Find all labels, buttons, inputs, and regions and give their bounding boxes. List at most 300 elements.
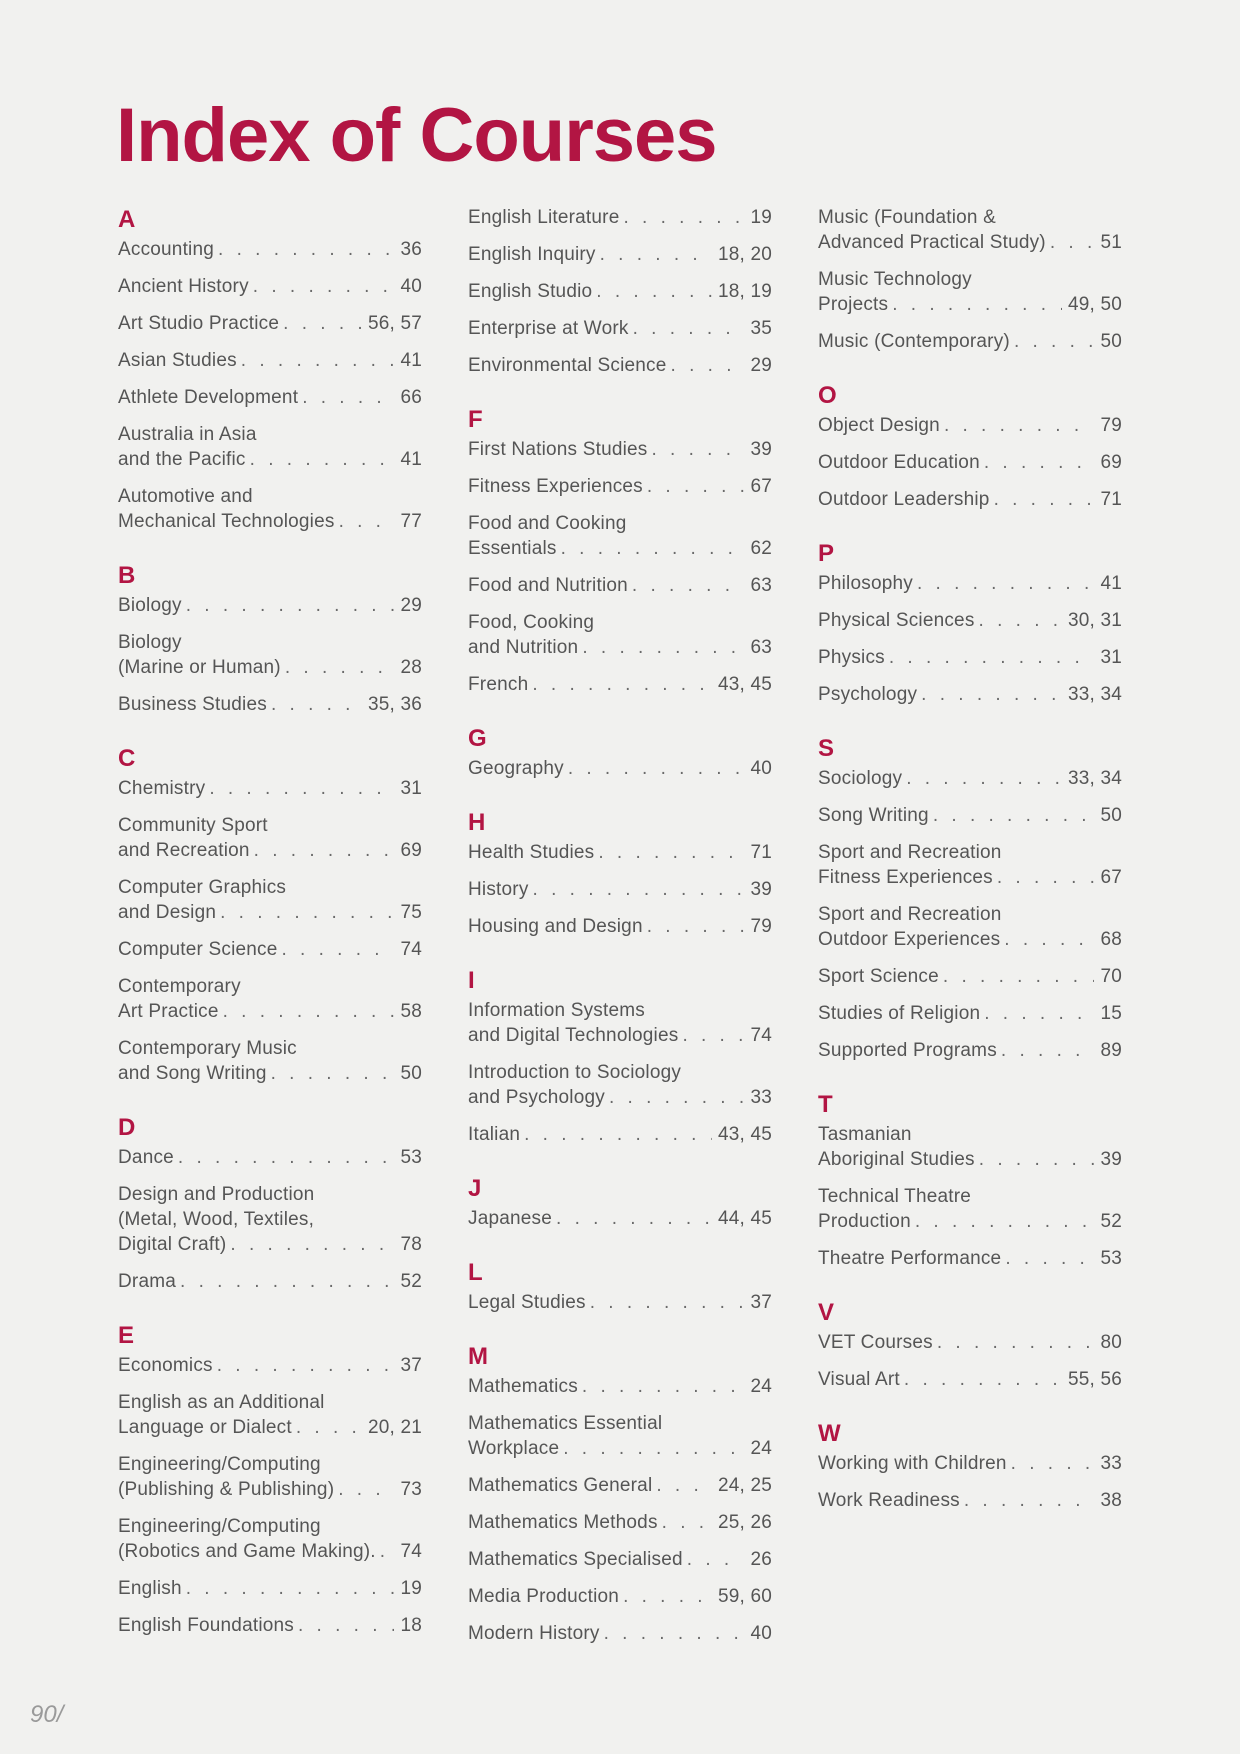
dot-leader bbox=[647, 474, 745, 499]
index-entry bbox=[818, 413, 1122, 438]
entry-line bbox=[818, 1001, 1122, 1026]
page-reference: 50 bbox=[400, 1063, 422, 1084]
entry-line bbox=[818, 329, 1122, 354]
entry-line bbox=[468, 316, 772, 341]
course-name: Food and Cooking bbox=[468, 513, 627, 534]
dot-leader bbox=[186, 1576, 395, 1601]
dot-leader bbox=[230, 1232, 394, 1257]
index-entry bbox=[118, 937, 422, 962]
entry-line bbox=[118, 1182, 422, 1207]
page-reference: 80 bbox=[1100, 1332, 1122, 1353]
course-name: Aboriginal Studies bbox=[818, 1149, 975, 1170]
dot-leader bbox=[223, 999, 395, 1024]
entry-line bbox=[468, 672, 772, 697]
page-reference: 50 bbox=[1100, 331, 1122, 352]
course-name: and Design bbox=[118, 902, 217, 923]
entry-line bbox=[468, 1621, 772, 1646]
course-name: History bbox=[468, 879, 529, 900]
index-entry bbox=[118, 1390, 422, 1440]
course-name: Sociology bbox=[818, 768, 903, 789]
index-entry bbox=[818, 682, 1122, 707]
course-name: and Recreation bbox=[118, 840, 250, 861]
course-name: Mechanical Technologies bbox=[118, 511, 335, 532]
entry-line bbox=[118, 385, 422, 410]
course-name: Computer Graphics bbox=[118, 877, 287, 898]
page-reference: 73 bbox=[400, 1479, 422, 1500]
course-name: Visual Art bbox=[818, 1369, 900, 1390]
index-entry bbox=[118, 813, 422, 863]
index-entry bbox=[468, 573, 772, 598]
entry-line bbox=[818, 840, 1122, 865]
entry-line bbox=[468, 914, 772, 939]
course-name: Environmental Science bbox=[468, 355, 667, 376]
page-number: 90/ bbox=[30, 1701, 64, 1728]
entry-line bbox=[818, 1038, 1122, 1063]
index-entry bbox=[468, 1411, 772, 1461]
entry-line bbox=[468, 1122, 772, 1147]
dot-leader bbox=[218, 237, 394, 262]
dot-leader bbox=[250, 447, 395, 472]
entry-line bbox=[118, 1452, 422, 1477]
page-reference: 29 bbox=[400, 595, 422, 616]
dot-leader bbox=[904, 1367, 1062, 1392]
dot-leader bbox=[271, 1061, 395, 1086]
page-reference: 26 bbox=[750, 1549, 772, 1570]
page-reference: 67 bbox=[750, 476, 772, 497]
index-entry bbox=[468, 756, 772, 781]
entry-line bbox=[468, 635, 772, 660]
page-reference: 74 bbox=[400, 939, 422, 960]
index-entry bbox=[468, 279, 772, 304]
page-reference: 18, 19 bbox=[717, 281, 772, 302]
page-reference: 35 bbox=[750, 318, 772, 339]
entry-line bbox=[118, 1353, 422, 1378]
section-letter: P bbox=[818, 540, 835, 567]
course-name: Object Design bbox=[818, 415, 940, 436]
course-name: Australia in Asia bbox=[118, 424, 257, 445]
course-name: and the Pacific bbox=[118, 449, 246, 470]
entry-line bbox=[118, 875, 422, 900]
section-letter: I bbox=[468, 967, 475, 994]
page-reference: 89 bbox=[1100, 1040, 1122, 1061]
page-reference: 41 bbox=[1100, 573, 1122, 594]
course-name: Projects bbox=[818, 294, 889, 315]
dot-leader bbox=[944, 413, 1095, 438]
section-letter: V bbox=[818, 1299, 835, 1326]
index-entry bbox=[818, 1184, 1122, 1234]
course-name: Sport and Recreation bbox=[818, 842, 1002, 863]
course-name: Modern History bbox=[468, 1623, 600, 1644]
entry-line bbox=[818, 1246, 1122, 1271]
dot-leader bbox=[533, 877, 745, 902]
section-letter: B bbox=[118, 562, 136, 589]
page-reference: 52 bbox=[400, 1271, 422, 1292]
entry-line bbox=[118, 1514, 422, 1539]
entry-line bbox=[468, 1547, 772, 1572]
entry-line bbox=[818, 1209, 1122, 1234]
dot-leader bbox=[889, 645, 1095, 670]
section-letter: A bbox=[118, 206, 136, 233]
entry-line bbox=[818, 682, 1122, 707]
page-reference: 20, 21 bbox=[367, 1417, 422, 1438]
course-name: Supported Programs bbox=[818, 1040, 997, 1061]
entry-line bbox=[468, 1473, 772, 1498]
dot-leader bbox=[532, 672, 712, 697]
page-reference: 79 bbox=[750, 916, 772, 937]
entry-line bbox=[818, 766, 1122, 791]
entry-line bbox=[818, 608, 1122, 633]
page-reference: 74 bbox=[750, 1025, 772, 1046]
index-column-2 bbox=[468, 205, 772, 1673]
dot-leader bbox=[671, 353, 745, 378]
course-name: Biology bbox=[118, 632, 182, 653]
page-reference: 44, 45 bbox=[717, 1208, 772, 1229]
dot-leader bbox=[178, 1145, 395, 1170]
course-name: French bbox=[468, 674, 529, 695]
course-name: Enterprise at Work bbox=[468, 318, 629, 339]
index-column-1 bbox=[118, 205, 422, 1665]
page-reference: 36 bbox=[400, 239, 422, 260]
index-section bbox=[118, 744, 422, 1086]
index-entry bbox=[818, 645, 1122, 670]
course-name: Digital Craft) bbox=[118, 1234, 227, 1255]
page-reference: 55, 56 bbox=[1067, 1369, 1122, 1390]
page-reference: 40 bbox=[750, 758, 772, 779]
entry-line bbox=[468, 205, 772, 230]
page-reference: 59, 60 bbox=[717, 1586, 772, 1607]
dot-leader bbox=[596, 279, 712, 304]
section-letter: S bbox=[818, 735, 835, 762]
entry-line bbox=[468, 437, 772, 462]
dot-leader bbox=[652, 437, 745, 462]
entry-line bbox=[118, 655, 422, 680]
entry-line bbox=[118, 1145, 422, 1170]
index-section bbox=[118, 561, 422, 717]
page-reference: 77 bbox=[400, 511, 422, 532]
index-entry bbox=[468, 672, 772, 697]
dot-leader bbox=[563, 1436, 744, 1461]
course-name: and Psychology bbox=[468, 1087, 605, 1108]
index-entry bbox=[468, 242, 772, 267]
section-letter: O bbox=[818, 382, 837, 409]
index-entry bbox=[118, 875, 422, 925]
index-entry bbox=[468, 1584, 772, 1609]
course-name: Mathematics General bbox=[468, 1475, 653, 1496]
entry-line bbox=[818, 1367, 1122, 1392]
page-reference: 63 bbox=[750, 575, 772, 596]
section-letter: F bbox=[468, 406, 483, 433]
dot-leader bbox=[600, 242, 712, 267]
section-letter: T bbox=[818, 1091, 833, 1118]
course-name: and Song Writing bbox=[118, 1063, 267, 1084]
course-name: Design and Production bbox=[118, 1184, 315, 1205]
dot-leader bbox=[984, 1001, 1094, 1026]
index-entry bbox=[818, 1038, 1122, 1063]
course-name: Mathematics Specialised bbox=[468, 1549, 683, 1570]
course-name: Music Technology bbox=[818, 269, 972, 290]
dot-leader bbox=[609, 1085, 745, 1110]
page-reference: 74 bbox=[400, 1541, 422, 1562]
entry-line bbox=[468, 474, 772, 499]
dot-leader bbox=[917, 571, 1095, 596]
page-reference: 24 bbox=[750, 1438, 772, 1459]
course-name: English bbox=[118, 1578, 182, 1599]
page-reference: 33 bbox=[1100, 1453, 1122, 1474]
course-name: Fitness Experiences bbox=[818, 867, 993, 888]
entry-line bbox=[818, 413, 1122, 438]
index-section bbox=[468, 808, 772, 939]
page-reference: 39 bbox=[750, 439, 772, 460]
dot-leader bbox=[561, 536, 745, 561]
page-reference: 66 bbox=[400, 387, 422, 408]
dot-leader bbox=[296, 1415, 362, 1440]
entry-line bbox=[118, 1061, 422, 1086]
course-name: Health Studies bbox=[468, 842, 595, 863]
index-entry bbox=[118, 974, 422, 1024]
dot-leader bbox=[302, 385, 394, 410]
entry-line bbox=[818, 927, 1122, 952]
dot-leader bbox=[298, 1613, 394, 1638]
dot-leader bbox=[984, 450, 1095, 475]
index-entry bbox=[468, 316, 772, 341]
course-name: Outdoor Experiences bbox=[818, 929, 1001, 950]
index-section bbox=[818, 1419, 1122, 1513]
index-entry bbox=[818, 1330, 1122, 1355]
dot-leader bbox=[662, 1510, 712, 1535]
dot-leader bbox=[921, 682, 1062, 707]
course-name: Workplace bbox=[468, 1438, 560, 1459]
entry-line bbox=[468, 279, 772, 304]
dot-leader bbox=[285, 655, 395, 680]
dot-leader bbox=[632, 573, 745, 598]
index-section bbox=[468, 1258, 772, 1315]
course-name: VET Courses bbox=[818, 1332, 933, 1353]
course-name: Geography bbox=[468, 758, 564, 779]
dot-leader bbox=[598, 840, 744, 865]
dot-leader bbox=[582, 635, 744, 660]
dot-leader bbox=[338, 1477, 394, 1502]
page-reference: 67 bbox=[1100, 867, 1122, 888]
page-reference: 63 bbox=[750, 637, 772, 658]
index-entry bbox=[118, 1576, 422, 1601]
index-entry bbox=[118, 484, 422, 534]
index-entry bbox=[468, 511, 772, 561]
page-reference: 37 bbox=[400, 1355, 422, 1376]
dot-leader bbox=[997, 865, 1095, 890]
dot-leader bbox=[682, 1023, 744, 1048]
entry-line bbox=[118, 1390, 422, 1415]
entry-line bbox=[468, 242, 772, 267]
entry-line bbox=[118, 311, 422, 336]
entry-line bbox=[818, 1330, 1122, 1355]
dot-leader bbox=[524, 1122, 712, 1147]
course-name: Food and Nutrition bbox=[468, 575, 628, 596]
entry-line bbox=[468, 1510, 772, 1535]
entry-line bbox=[818, 1488, 1122, 1513]
course-name: Fitness Experiences bbox=[468, 476, 643, 497]
dot-leader bbox=[217, 1353, 395, 1378]
dot-leader bbox=[380, 1539, 395, 1564]
dot-leader bbox=[892, 292, 1062, 317]
entry-line bbox=[118, 630, 422, 655]
index-entry bbox=[468, 914, 772, 939]
entry-line bbox=[118, 776, 422, 801]
index-entry bbox=[818, 329, 1122, 354]
dot-leader bbox=[282, 937, 395, 962]
index-section bbox=[118, 1321, 422, 1638]
course-name: Tasmanian bbox=[818, 1124, 912, 1145]
entry-line bbox=[118, 1539, 422, 1564]
course-name: English Literature bbox=[468, 207, 620, 228]
page-reference: 43, 45 bbox=[717, 1124, 772, 1145]
page-reference: 24 bbox=[750, 1376, 772, 1397]
course-name: Housing and Design bbox=[468, 916, 643, 937]
dot-leader bbox=[687, 1547, 745, 1572]
entry-line bbox=[468, 573, 772, 598]
dot-leader bbox=[943, 964, 1095, 989]
index-entry bbox=[118, 237, 422, 262]
course-name: English Foundations bbox=[118, 1615, 294, 1636]
dot-leader bbox=[220, 900, 394, 925]
course-name: Drama bbox=[118, 1271, 177, 1292]
index-entry bbox=[118, 1613, 422, 1638]
index-entry bbox=[468, 1473, 772, 1498]
entry-line bbox=[118, 593, 422, 618]
entry-line bbox=[118, 1036, 422, 1061]
section-letter: G bbox=[468, 725, 487, 752]
entry-line bbox=[118, 1415, 422, 1440]
index-section bbox=[818, 205, 1122, 354]
dot-leader bbox=[979, 608, 1062, 633]
index-entry bbox=[818, 964, 1122, 989]
course-name: Accounting bbox=[118, 239, 215, 260]
index-entry bbox=[818, 1001, 1122, 1026]
dot-leader bbox=[1050, 230, 1095, 255]
index-entry bbox=[118, 1182, 422, 1257]
entry-line bbox=[468, 756, 772, 781]
entry-line bbox=[818, 1451, 1122, 1476]
index-section bbox=[818, 1090, 1122, 1271]
course-name: Physics bbox=[818, 647, 885, 668]
index-entry bbox=[118, 692, 422, 717]
index-entry bbox=[818, 766, 1122, 791]
course-name: Mathematics Essential bbox=[468, 1413, 663, 1434]
dot-leader bbox=[1011, 1451, 1095, 1476]
dot-leader bbox=[937, 1330, 1095, 1355]
index-entry bbox=[468, 1547, 772, 1572]
dot-leader bbox=[283, 311, 362, 336]
index-entry bbox=[468, 474, 772, 499]
course-name: Contemporary bbox=[118, 976, 241, 997]
course-name: Information Systems bbox=[468, 1000, 645, 1021]
index-section bbox=[468, 966, 772, 1147]
entry-line bbox=[818, 1184, 1122, 1209]
index-entry bbox=[118, 385, 422, 410]
index-entry bbox=[468, 877, 772, 902]
page-reference: 38 bbox=[1100, 1490, 1122, 1511]
course-name: Sport and Recreation bbox=[818, 904, 1002, 925]
index-entry bbox=[118, 1145, 422, 1170]
entry-line bbox=[818, 1147, 1122, 1172]
page-reference: 71 bbox=[1100, 489, 1122, 510]
course-name: Engineering/Computing bbox=[118, 1516, 321, 1537]
index-entry bbox=[468, 205, 772, 230]
entry-line bbox=[118, 1232, 422, 1257]
index-entry bbox=[468, 437, 772, 462]
entry-line bbox=[818, 450, 1122, 475]
page-reference: 70 bbox=[1100, 966, 1122, 987]
index-section bbox=[818, 1298, 1122, 1392]
course-name: Art Practice bbox=[118, 1001, 219, 1022]
course-name: Food, Cooking bbox=[468, 612, 595, 633]
dot-leader bbox=[656, 1473, 712, 1498]
page-reference: 39 bbox=[1100, 1149, 1122, 1170]
course-name: English Inquiry bbox=[468, 244, 596, 265]
section-letter: H bbox=[468, 809, 486, 836]
page-reference: 37 bbox=[750, 1292, 772, 1313]
dot-leader bbox=[1005, 1246, 1094, 1271]
index-section bbox=[818, 381, 1122, 512]
entry-line bbox=[468, 1411, 772, 1436]
entry-line bbox=[818, 292, 1122, 317]
entry-line bbox=[468, 536, 772, 561]
course-name: Italian bbox=[468, 1124, 521, 1145]
course-name: (Robotics and Game Making). bbox=[118, 1541, 376, 1562]
course-name: English Studio bbox=[468, 281, 593, 302]
entry-line bbox=[468, 877, 772, 902]
entry-line bbox=[468, 610, 772, 635]
course-name: First Nations Studies bbox=[468, 439, 648, 460]
index-entry bbox=[818, 1246, 1122, 1271]
page-reference: 69 bbox=[1100, 452, 1122, 473]
entry-line bbox=[118, 692, 422, 717]
index-entry bbox=[818, 1122, 1122, 1172]
page-reference: 18, 20 bbox=[717, 244, 772, 265]
index-entry bbox=[468, 1122, 772, 1147]
entry-line bbox=[118, 1613, 422, 1638]
course-name: Contemporary Music bbox=[118, 1038, 297, 1059]
entry-line bbox=[468, 840, 772, 865]
course-name: Introduction to Sociology bbox=[468, 1062, 682, 1083]
course-name: Working with Children bbox=[818, 1453, 1007, 1474]
entry-line bbox=[118, 484, 422, 509]
course-name: Art Studio Practice bbox=[118, 313, 280, 334]
index-entry bbox=[468, 1621, 772, 1646]
entry-line bbox=[468, 1436, 772, 1461]
course-name: Community Sport bbox=[118, 815, 268, 836]
page-reference: 69 bbox=[400, 840, 422, 861]
entry-line bbox=[118, 1269, 422, 1294]
entry-line bbox=[118, 813, 422, 838]
dot-leader bbox=[964, 1488, 1095, 1513]
page-reference: 33, 34 bbox=[1067, 684, 1122, 705]
index-entry bbox=[818, 1488, 1122, 1513]
dot-leader bbox=[979, 1147, 1095, 1172]
course-name: Work Readiness bbox=[818, 1490, 960, 1511]
course-name: Media Production bbox=[468, 1586, 620, 1607]
page-reference: 79 bbox=[1100, 415, 1122, 436]
index-entry bbox=[818, 571, 1122, 596]
index-section bbox=[468, 724, 772, 781]
page-reference: 58 bbox=[400, 1001, 422, 1022]
page-reference: 56, 57 bbox=[367, 313, 422, 334]
section-letter: L bbox=[468, 1259, 483, 1286]
index-entry bbox=[468, 1374, 772, 1399]
index-entry bbox=[468, 840, 772, 865]
entry-line bbox=[818, 230, 1122, 255]
dot-leader bbox=[994, 487, 1095, 512]
course-name: Biology bbox=[118, 595, 182, 616]
